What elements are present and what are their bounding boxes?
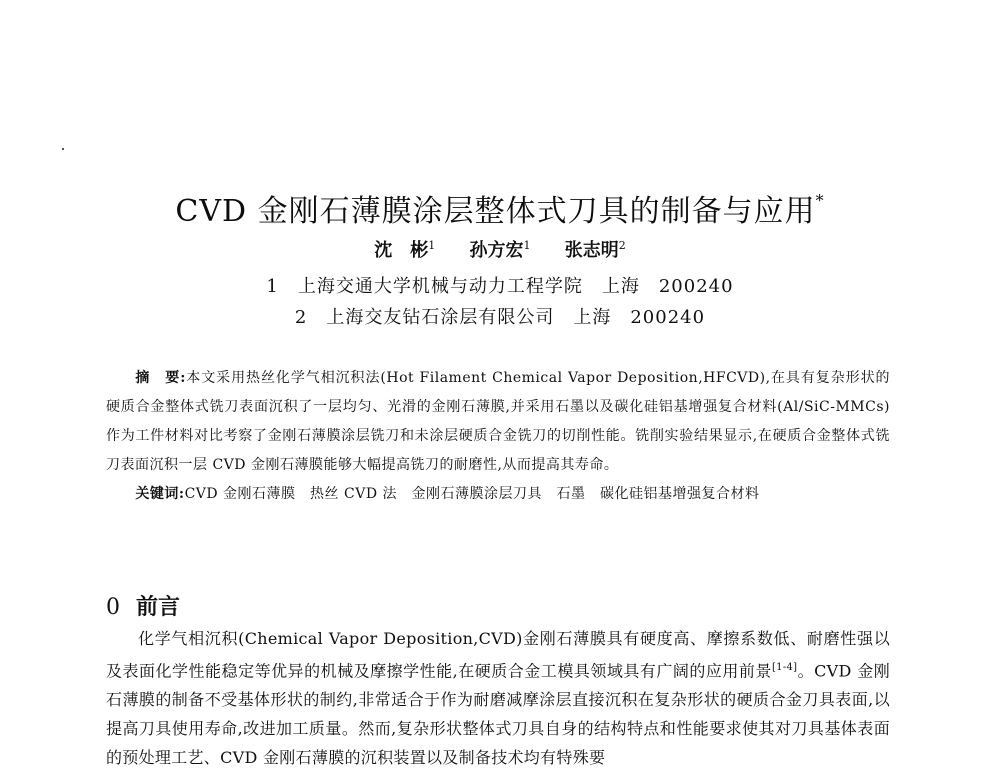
body-text-part: 化学气相沉积(Chemical Vapor Deposition,CVD)金刚石薄膜具有硬度高、摩擦系数低、耐磨性强以及表面化学性能稳定等优异的机械及摩擦学性能,在硬质合金工模具领域具有广阔的应用前景 [106,629,890,681]
keywords-label: 关键词: [135,486,185,502]
author [565,236,626,262]
author [374,236,435,262]
keywords-text: CVD 金刚石薄膜 热丝 CVD 法 金刚石薄膜涂层刀具 石墨 碳化硅铝基增强复合材料 [184,486,760,502]
author-name: 沈 彬 [374,240,429,261]
author [470,236,531,262]
section-heading [106,590,180,621]
scan-dot [62,148,64,150]
section-number: 0 [106,595,120,620]
body-paragraph [106,624,890,772]
author-name: 张志明 [564,240,619,261]
author-affil-mark: 2 [618,239,626,252]
author-list [0,236,1000,262]
author-affil-mark: 1 [428,239,436,252]
keywords [106,480,890,509]
body-text [106,624,890,772]
section-title: 前言 [136,594,181,620]
abstract-text: 本文采用热丝化学气相沉积法(Hot Filament Chemical Vapor Deposition,HFCVD),在具有复杂形状的硬质合金整体式铣刀表面沉积了一层均匀、光滑的金刚石薄膜,并采用石墨以及碳化硅铝基增强复合材料(Al/SiC-MMCs)作为工件材料对比考察了金刚石薄膜涂层铣刀和未涂层硬质合金铣刀的切削性能。铣削实验结果显示,在硬质合金整体式铣刀表面沉积一层 CVD 金刚石薄膜能够大幅提高铣刀的耐磨性,从而提高其寿命。 [106,370,890,473]
title-footnote-mark: * [815,191,825,210]
abstract-label: 摘 要: [135,370,186,386]
author-name: 孙方宏 [469,240,524,261]
citation: [1-4] [771,662,798,673]
affiliation-2: 2 上海交友钻石涂层有限公司 上海 200240 [294,307,706,328]
paper-title [0,186,1000,230]
title-text: CVD 金刚石薄膜涂层整体式刀具的制备与应用 [175,194,816,229]
abstract-block [106,364,890,509]
abstract [106,364,890,480]
author-affil-mark: 1 [523,239,531,252]
affiliation-1: 1 上海交通大学机械与动力工程学院 上海 200240 [266,276,734,297]
body-text-part: 。CVD 金刚石薄膜的制备不受基体形状的制约,非常适合于作为耐磨减摩涂层直接沉积在复杂形状的硬质合金刀具表面,以提高刀具使用寿命,改进加工质量。然而,复杂形状整体式刀具自身的结构特点和性能要求使其对刀具基体表面的预处理工艺、CVD 金刚石薄膜的沉积装置以及制备技术均有特殊要 [106,661,891,768]
